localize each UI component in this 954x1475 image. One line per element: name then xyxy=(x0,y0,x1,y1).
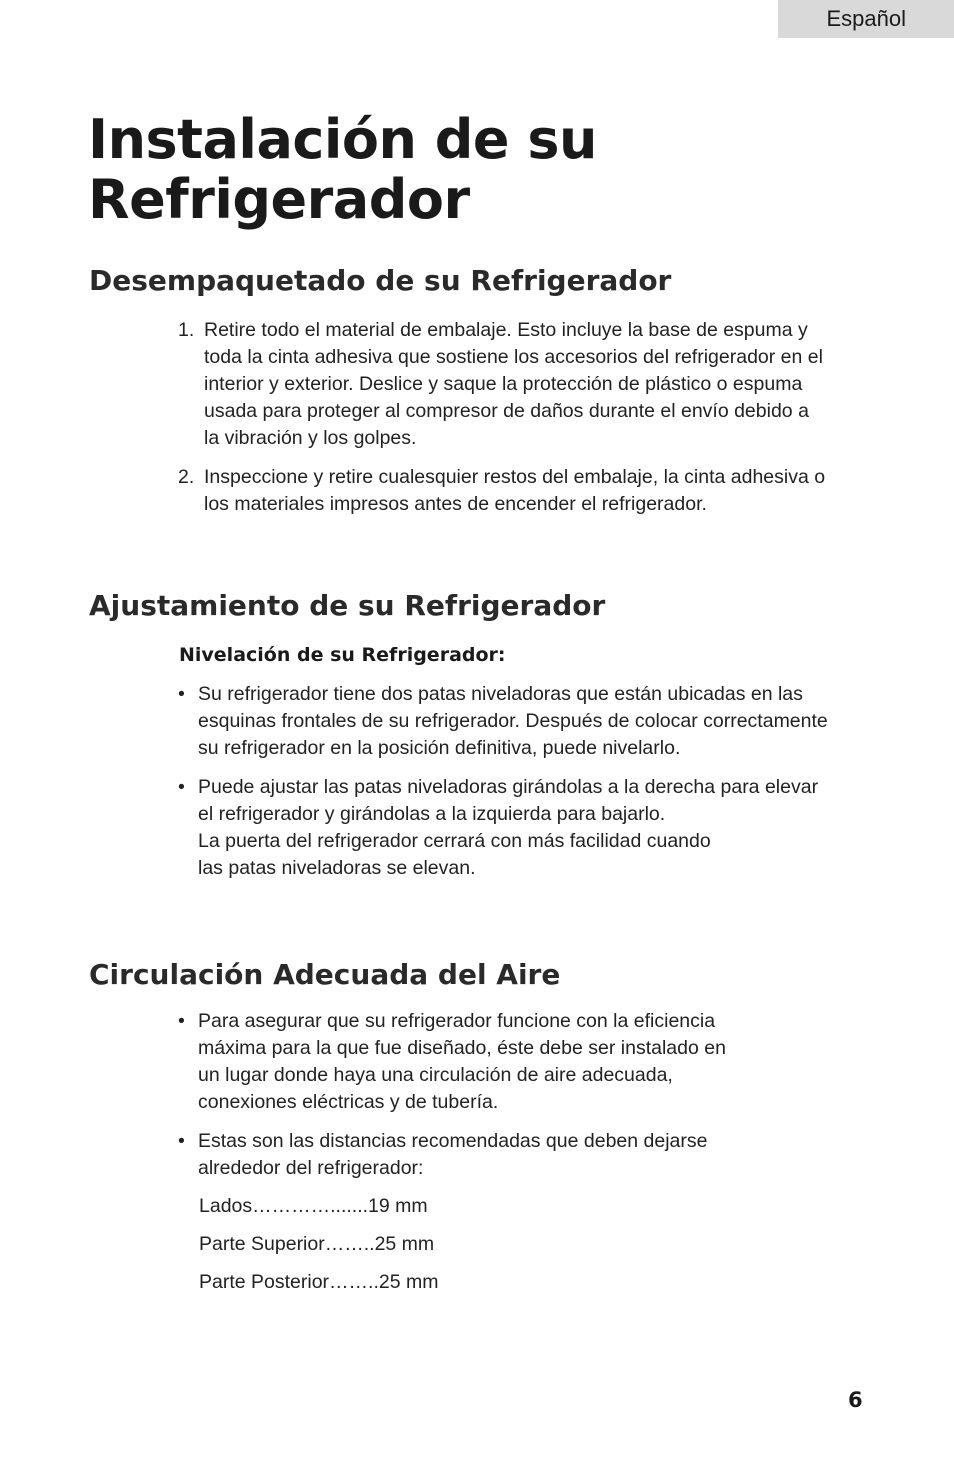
air-circulation-list xyxy=(178,1008,726,1194)
item-line: Estas son las distancias recomendadas que deben dejarse xyxy=(198,1130,708,1152)
item-line: Su refrigerador tiene dos patas niveladoras que están ubicadas en las xyxy=(198,683,803,705)
item-number: 2. xyxy=(178,466,195,488)
language-tab: Español xyxy=(778,0,954,38)
bullet: • xyxy=(178,1010,185,1032)
page-title-line1: Instalación de su xyxy=(88,108,597,171)
distance-sides: Lados………….......19 mm xyxy=(199,1195,428,1217)
unpacking-list xyxy=(178,317,878,530)
item-line: máxima para la que fue diseñado, éste debe ser instalado en xyxy=(198,1037,726,1059)
item-line: usada para proteger al compresor de daños durante el envío debido a xyxy=(204,400,809,422)
distance-rear: Parte Posterior……..25 mm xyxy=(199,1271,439,1293)
section-heading-air-circulation: Circulación Adecuada del Aire xyxy=(89,958,561,991)
page-number: 6 xyxy=(848,1388,863,1412)
item-line: las patas niveladoras se elevan. xyxy=(198,857,476,879)
bullet: • xyxy=(178,1130,185,1152)
item-line: La puerta del refrigerador cerrará con más facilidad cuando xyxy=(198,830,711,852)
page-title xyxy=(88,110,597,230)
list-item xyxy=(178,1128,726,1182)
item-line: esquinas frontales de su refrigerador. Después de colocar correctamente xyxy=(198,710,828,732)
page-title-line2: Refrigerador xyxy=(88,168,470,231)
item-number: 1. xyxy=(178,319,195,341)
bullet: • xyxy=(178,683,185,705)
item-line: su refrigerador en la posición definitiva, puede nivelarlo. xyxy=(198,737,681,759)
distance-top: Parte Superior……..25 mm xyxy=(199,1233,435,1255)
item-line: los materiales impresos antes de encender el refrigerador. xyxy=(204,493,707,515)
item-line: Inspeccione y retire cualesquier restos del embalaje, la cinta adhesiva o xyxy=(204,466,826,488)
item-line: conexiones eléctricas y de tubería. xyxy=(198,1091,499,1113)
list-item xyxy=(178,1008,726,1116)
section-heading-adjusting: Ajustamiento de su Refrigerador xyxy=(89,589,606,622)
item-line: el refrigerador y girándolas a la izquierda para bajarlo. xyxy=(198,803,666,825)
item-line: Puede ajustar las patas niveladoras girándolas a la derecha para elevar xyxy=(198,776,819,798)
item-line: alrededor del refrigerador: xyxy=(198,1157,424,1179)
list-item xyxy=(178,681,828,762)
bullet: • xyxy=(178,776,185,798)
item-line: toda la cinta adhesiva que sostiene los accesorios del refrigerador en el xyxy=(204,346,823,368)
leveling-list xyxy=(178,681,828,894)
section-heading-unpacking: Desempaquetado de su Refrigerador xyxy=(89,264,672,297)
list-item xyxy=(178,317,878,452)
item-line: interior y exterior. Deslice y saque la protección de plástico o espuma xyxy=(204,373,803,395)
item-line: Para asegurar que su refrigerador funcione con la eficiencia xyxy=(198,1010,716,1032)
subheading-leveling: Nivelación de su Refrigerador: xyxy=(179,644,506,666)
item-line: la vibración y los golpes. xyxy=(204,427,417,449)
item-line: Retire todo el material de embalaje. Esto incluye la base de espuma y xyxy=(204,319,808,341)
list-item xyxy=(178,774,828,882)
item-line: un lugar donde haya una circulación de aire adecuada, xyxy=(198,1064,673,1086)
list-item xyxy=(178,464,878,518)
